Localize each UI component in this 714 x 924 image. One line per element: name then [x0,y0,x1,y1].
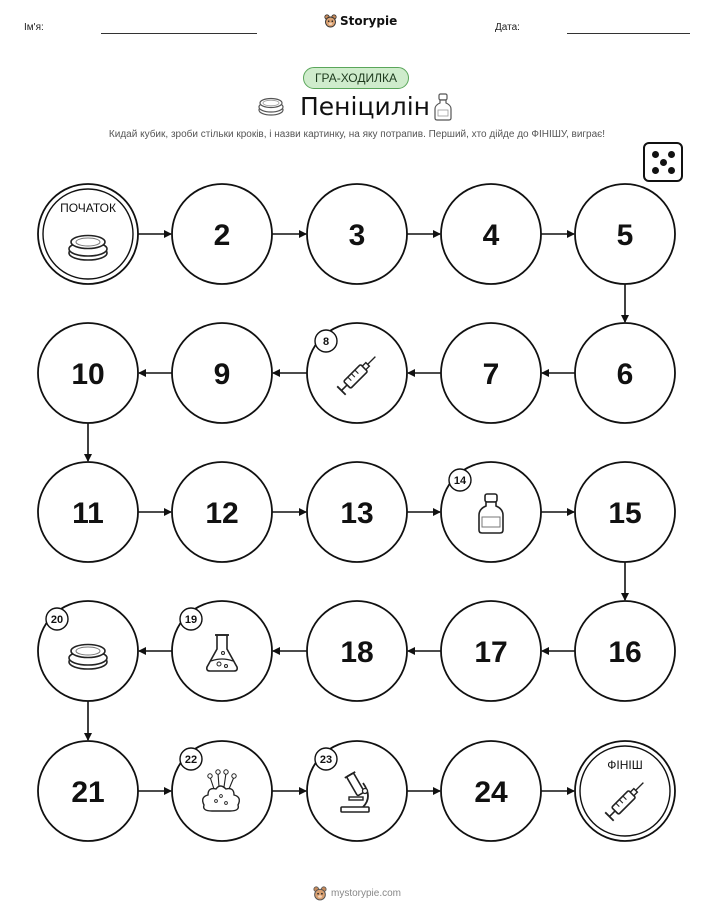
board-cell-18 [307,601,407,701]
footer [0,886,714,901]
cell-number: 18 [340,636,374,669]
cell-number: 24 [474,776,508,809]
board-cell-20 [38,601,138,701]
bear-icon [313,886,327,901]
cell-number: 22 [184,754,198,766]
game-type-badge: ГРА-ХОДИЛКА [303,67,409,89]
cell-number: 9 [213,358,231,391]
board-cell-6 [575,323,675,423]
cell-number: 2 [213,219,231,252]
board-cell-12 [172,462,272,562]
board-cell-5 [575,184,675,284]
board-cell-22 [172,741,272,841]
board-cell-13 [307,462,407,562]
cell-number: 14 [453,475,467,487]
board-cell-25 [575,741,675,841]
board-cell-9 [172,323,272,423]
board-cell-10 [38,323,138,423]
board-cell-21 [38,741,138,841]
date-label: Дата: [495,22,520,33]
cell-number: 8 [322,336,330,348]
board-cell-17 [441,601,541,701]
start-label: ПОЧАТОК [60,201,116,215]
cell-number: 10 [71,358,105,391]
board-cell-3 [307,184,407,284]
cell-number: 6 [616,358,634,391]
board-cell-11 [38,462,138,562]
board-cell-4 [441,184,541,284]
petri-dish-icon [69,236,107,261]
instructions: Кидай кубик, зроби стільки кроків, і назви картинку, на яку потрапив. Перший, хто дійде до ФІНІШУ, виграє! [108,129,606,140]
cell-number: 17 [474,636,508,669]
cell-circle [575,741,675,841]
board-cell-23 [307,741,407,841]
cell-circle [38,184,138,284]
board-cell-24 [441,741,541,841]
footer-url: mystorypie.com [330,888,401,899]
cell-number: 12 [205,497,239,530]
petri-dish-icon [69,645,107,670]
cell-number: 19 [184,614,198,626]
name-label: Ім'я: [24,22,44,33]
cell-number: 11 [72,497,104,530]
cell-number: 20 [50,614,64,626]
cell-number: 3 [348,219,366,252]
cell-number: 21 [71,776,105,809]
board-cell-7 [441,323,541,423]
cell-number: 16 [608,636,642,669]
board-cell-1 [38,184,138,284]
page-title: Пеніцилін [300,92,431,121]
cell-number: 15 [608,497,642,530]
cell-number: 23 [319,754,333,766]
board-cell-2 [172,184,272,284]
board-cell-14 [441,462,541,562]
board-cell-16 [575,601,675,701]
finish-label: ФІНІШ [607,758,643,772]
board-cell-19 [172,601,272,701]
cell-number: 5 [616,219,634,252]
board-cell-8 [307,323,407,423]
cell-number: 4 [482,219,500,252]
board-cell-15 [575,462,675,562]
cell-number: 7 [482,358,500,391]
cell-number: 13 [340,497,374,530]
brand-name: Storypie [340,14,398,28]
